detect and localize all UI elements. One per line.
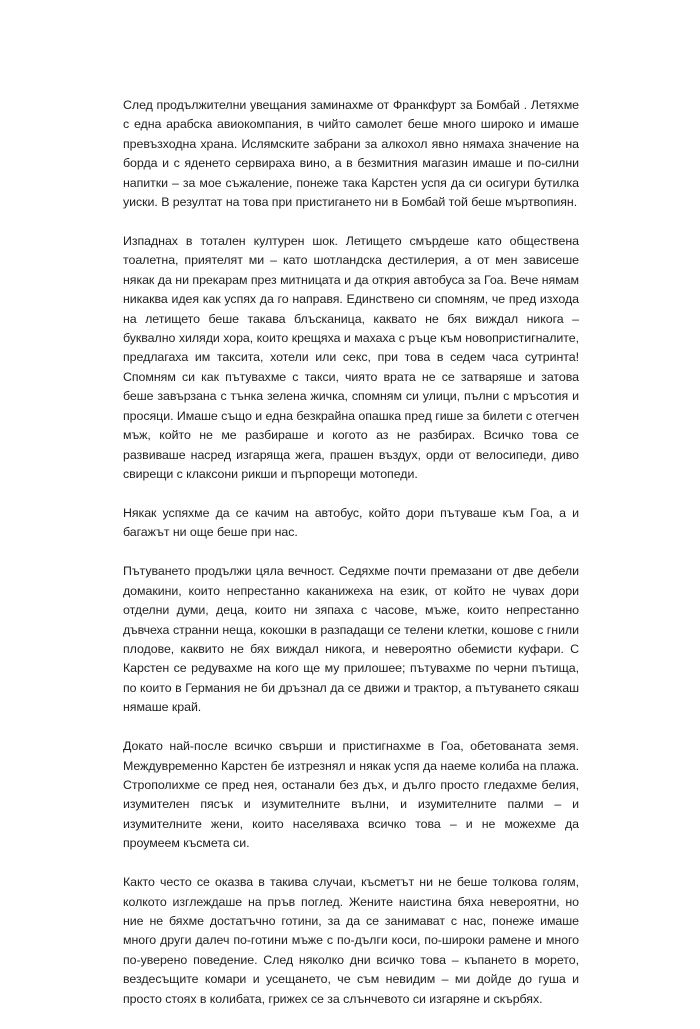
paragraph-2: Изпаднах в тотален културен шок. Летището смърдеше като обществена тоалетна, приятелят ми – като шотландска дестилерия, а от мен зависеше някак да ни прекарам през митницата и да открия автобуса за Гоа. Вече нямам никаква идея как успях да го направя. Единствено си спомням, че пред изхода на летището беше такава блъсканица, каквато не бях виждал никога – буквално хиляди хора, които крещяха и махаха с ръце към новопристигналите, предлагаха им таксита, хотели или секс, при това в седем часа сутринта! Спомням си как пътувахме с такси, чиято врата не се затваряше и затова беше завързана с тънка зелена жичка, спомням си улици, пълни с мръсотия и просяци. Имаше също и една безкрайна опашка пред гише за билети с отегчен мъж, който не ме разбираше и когото аз не разбирах. Всичко това се развиваше насред изгаряща жега, прашен въздух, орди от велосипеди, диво свирещи с клаксони рикши и пърпорещи мотопеди. — [123, 234, 579, 481]
text-column — [123, 96, 579, 1029]
paragraph-1: След продължителни увещания заминахме от Франкфурт за Бомбай . Летяхме с една арабска авиокомпания, в чийто самолет беше много широко и имаше превъзходна храна. Ислямските забрани за алкохол явно нямаха значение на борда и с яденето сервираха вино, а в безмитния магазин имаше и по-силни напитки – за мое съжаление, понеже така Карстен успя да си осигури бутилка уиски. В резултат на това при пристигането ни в Бомбай той беше мъртвопиян. — [123, 98, 579, 210]
paragraph-5: Докато най-после всичко свърши и пристигнахме в Гоа, обетованата земя. Междувременно Карстен бе изтрезнял и някак успя да наеме колиба на плажа. Строполихме се пред нея, останали без дъх, и дълго просто гледахме белия, изумителен пясък и изумителните вълни, и изумителните палми – и изумителните жени, които населяваха всичко това – и не можехме да проумеем късмета си. — [123, 739, 579, 851]
paragraph-3: Някак успяхме да се качим на автобус, който дори пътуваше към Гоа, а и багажът ни още беше при нас. — [123, 505, 579, 540]
paragraph-4: Пътуването продължи цяла вечност. Седяхме почти премазани от две дебели домакини, които непрестанно каканижеха на език, от който не чувах дори отделни думи, деца, които ни зяпаха с часове, мъже, които непрестанно дъвчеха странни неща, кокошки в разпадащи се телени клетки, кошове с гнили плодове, каквито не бях виждал никога, и невероятно обемисти куфари. С Карстен се редувахме на кого ще му прилошее; пътувахме по черни пътища, по които в Германия не би дръзнал да се движи и трактор, а пътуването сякаш нямаше край. — [123, 564, 579, 715]
paragraph-6: Както често се оказва в такива случаи, късметът ни не беше толкова голям, колкото изглеждаше на пръв поглед. Жените наистина бяха невероятни, но ние не бяхме достатъчно готини, за да се занимават с нас, понеже имаше много други далеч по-готини мъже с по-дълги коси, по-широки рамене и много по-уверено поведение. След няколко дни всичко това – къпането в морето, вездесъщите комари и усещането, че съм невидим – ми дойде до гуша и просто стоях в колибата, грижех се за слънчевото си изгаряне и скърбях. — [123, 875, 579, 1006]
